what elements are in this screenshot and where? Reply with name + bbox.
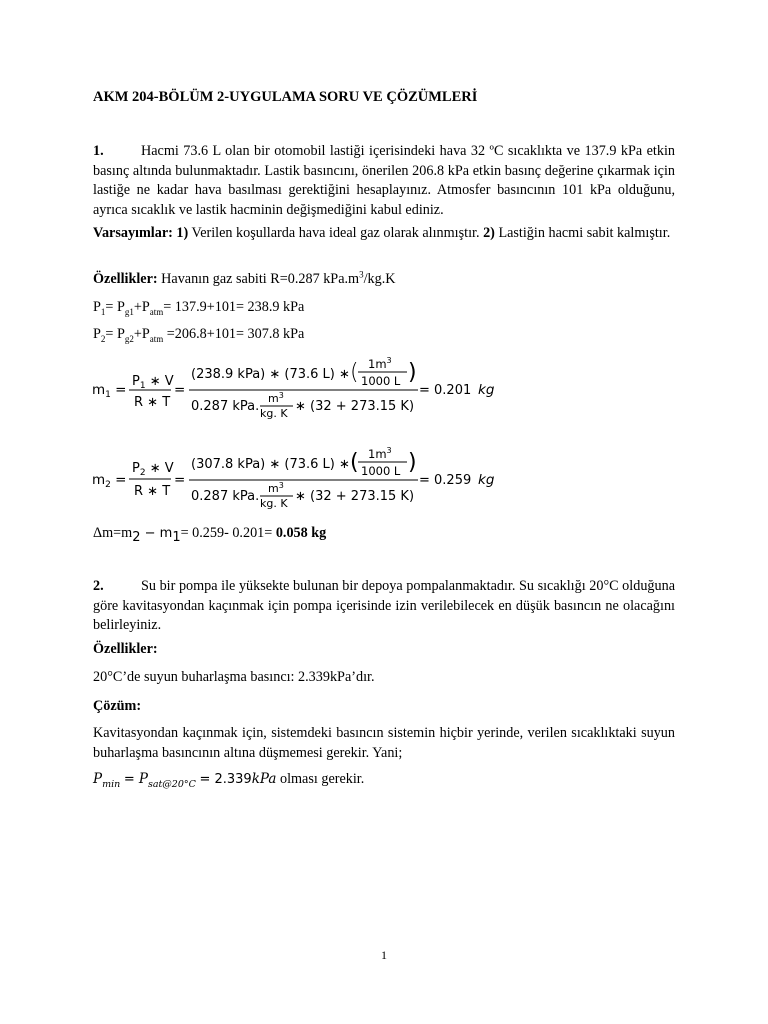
m2-unit-num: $1m^3$ (368, 446, 392, 461)
m2-lhs: $m_2$ = (92, 472, 127, 490)
q1-properties-sup: 3 (359, 269, 364, 280)
page-number: 1 (381, 948, 387, 962)
question-1-body: Hacmi 73.6 L olan bir otomobil lastiği içerisindeki hava 32 ºC sıcaklıkta ve 137.9 kPa etkin basınç altında bulunmaktadır. Lastik basıncını, önerilen 206.8 kPa etkin basınç değerine çıkarmak için lastiğe ne kadar hava basılması gerektiğini hesaplayınız. Atmosfer basıncının 101 kPa olduğunu, ayrıca sıcaklık ve lastik hacminin değişmediğini kabul ediniz. (93, 143, 675, 218)
svg-text:): ) (408, 450, 417, 475)
assumption-2-number: 2) (483, 225, 495, 241)
m1-num-a: (238.9 kPa) ∗ (73.6 L) ∗ (191, 367, 350, 382)
m2-den-b: ∗ (32 + 273.15 K) (295, 489, 415, 504)
delta-m-equation: $\Delta m=m_2 - m_1= 0.259-$ 0.201= 0.058 kg (93, 525, 327, 545)
q1-properties-label: Özellikler: (93, 271, 158, 287)
svg-text:(: ( (350, 360, 359, 385)
assumption-1: Verilen koşullarda hava ideal gaz olarak alınmıştır. (191, 225, 480, 241)
m1-den: R ∗ T (134, 395, 171, 410)
q2-solution-label: Çözüm: (93, 698, 142, 714)
m1-unit-den: 1000 L (361, 374, 401, 388)
question-2-text (93, 577, 675, 636)
p1-equation-value: = 137.9+101= 238.9 kPa (163, 299, 305, 315)
p2-equation-value: =206.8+101= 307.8 kPa (166, 326, 305, 342)
m2-num-a: (307.8 kPa) ∗ (73.6 L) ∗ (191, 457, 350, 472)
q1-properties-end: /kg.K (363, 271, 396, 287)
m1-den-b: ∗ (32 + 273.15 K) (295, 399, 415, 414)
svg-text:): ) (408, 360, 417, 385)
document-title: AKM 204-BÖLÜM 2-UYGULAMA SORU VE ÇÖZÜMLERİ (93, 89, 478, 105)
question-1-number: 1. (93, 143, 104, 159)
m2-num: $P_2$ ∗ V (132, 461, 174, 478)
pmin-sub: min (102, 778, 121, 790)
delta-m-values: = 0.259- 0.201= (180, 525, 273, 541)
m1-unit-num: $1m^3$ (368, 356, 392, 371)
question-1-text (93, 142, 675, 220)
assumptions (93, 224, 675, 244)
q2-properties-label: Özellikler: (93, 641, 158, 657)
pmin-unit: kPa (251, 771, 277, 787)
svg-text:=: = (174, 382, 186, 398)
q2-solution-text: Kavitasyondan kaçınmak için, sistemdeki basıncın sistemin hiçbir yerinde, verilen sıcaklıktaki suyun buharlaşma basıncının altına düşmemesi gerekir. Yani; (93, 725, 675, 761)
m2-den-frac-num: $m^3$ (268, 481, 284, 495)
q2-properties-text: 20°C’de suyun buharlaşma basıncı: 2.339kPa’dır. (93, 669, 375, 685)
question-2-body: Su bir pompa ile yüksekte bulunan bir depoya pompalanmaktadır. Su sıcaklığı 20°C olduğuna göre kavitasyondan kaçınmak için pompa içerisinde izin verilebilecek en düşük basıncın ne olacağını belirleyiniz. (93, 578, 675, 633)
m1-result: = 0.201 (419, 383, 472, 398)
pmin-tail: olması gerekir. (279, 771, 365, 787)
m1-formula (88, 350, 608, 430)
m1-den-frac-num: $m^3$ (268, 391, 284, 405)
m1-num: $P_1$ ∗ V (132, 374, 174, 391)
m2-den: R ∗ T (134, 484, 171, 499)
pmin-value: = 2.339 (199, 772, 252, 787)
p2-equation: $P_2= P_{g2}+P_{atm} =206.8+101= 307.8$ kPa (93, 326, 305, 344)
m2-unit: kg (478, 472, 495, 488)
question-2-number: 2. (93, 578, 104, 594)
m2-den-a: 0.287 kPa. (191, 489, 260, 504)
psat-sub: sat@20°C (147, 778, 196, 790)
delta-m-mid: − m (140, 526, 173, 541)
m2-formula (88, 437, 608, 517)
delta-m-result: 0.058 kg (275, 525, 327, 541)
assumption-1-number: 1) (176, 225, 189, 241)
m2-unit-den: 1000 L (361, 464, 401, 478)
p1-equation: $P_1= P_{g1}+P_{atm}= 137.9+101= 238.9$ kPa (93, 299, 305, 317)
delta-m-lhs: Δm=m (93, 525, 133, 541)
assumption-2: Lastiğin hacmi sabit kalmıştır. (498, 225, 671, 241)
svg-text:=: = (174, 472, 186, 488)
m2-result: = 0.259 (419, 473, 472, 488)
m2-den-frac-den: kg. K (260, 497, 288, 510)
m1-den-a: 0.287 kPa. (191, 399, 260, 414)
q1-properties-text: Havanın gaz sabiti R=0.287 kPa.m (161, 271, 360, 287)
assumptions-label: Varsayımlar: (93, 225, 173, 241)
m1-lhs: $m_1$ = (92, 382, 127, 400)
svg-text:(: ( (350, 450, 359, 475)
pmin-equation: $P_{min} = P_{sat@20^\circ C} = 2.339kPa$ olması gerekir. (93, 771, 365, 790)
q1-properties (93, 271, 396, 288)
m1-unit: kg (478, 382, 495, 398)
m1-den-frac-den: kg. K (260, 407, 288, 420)
